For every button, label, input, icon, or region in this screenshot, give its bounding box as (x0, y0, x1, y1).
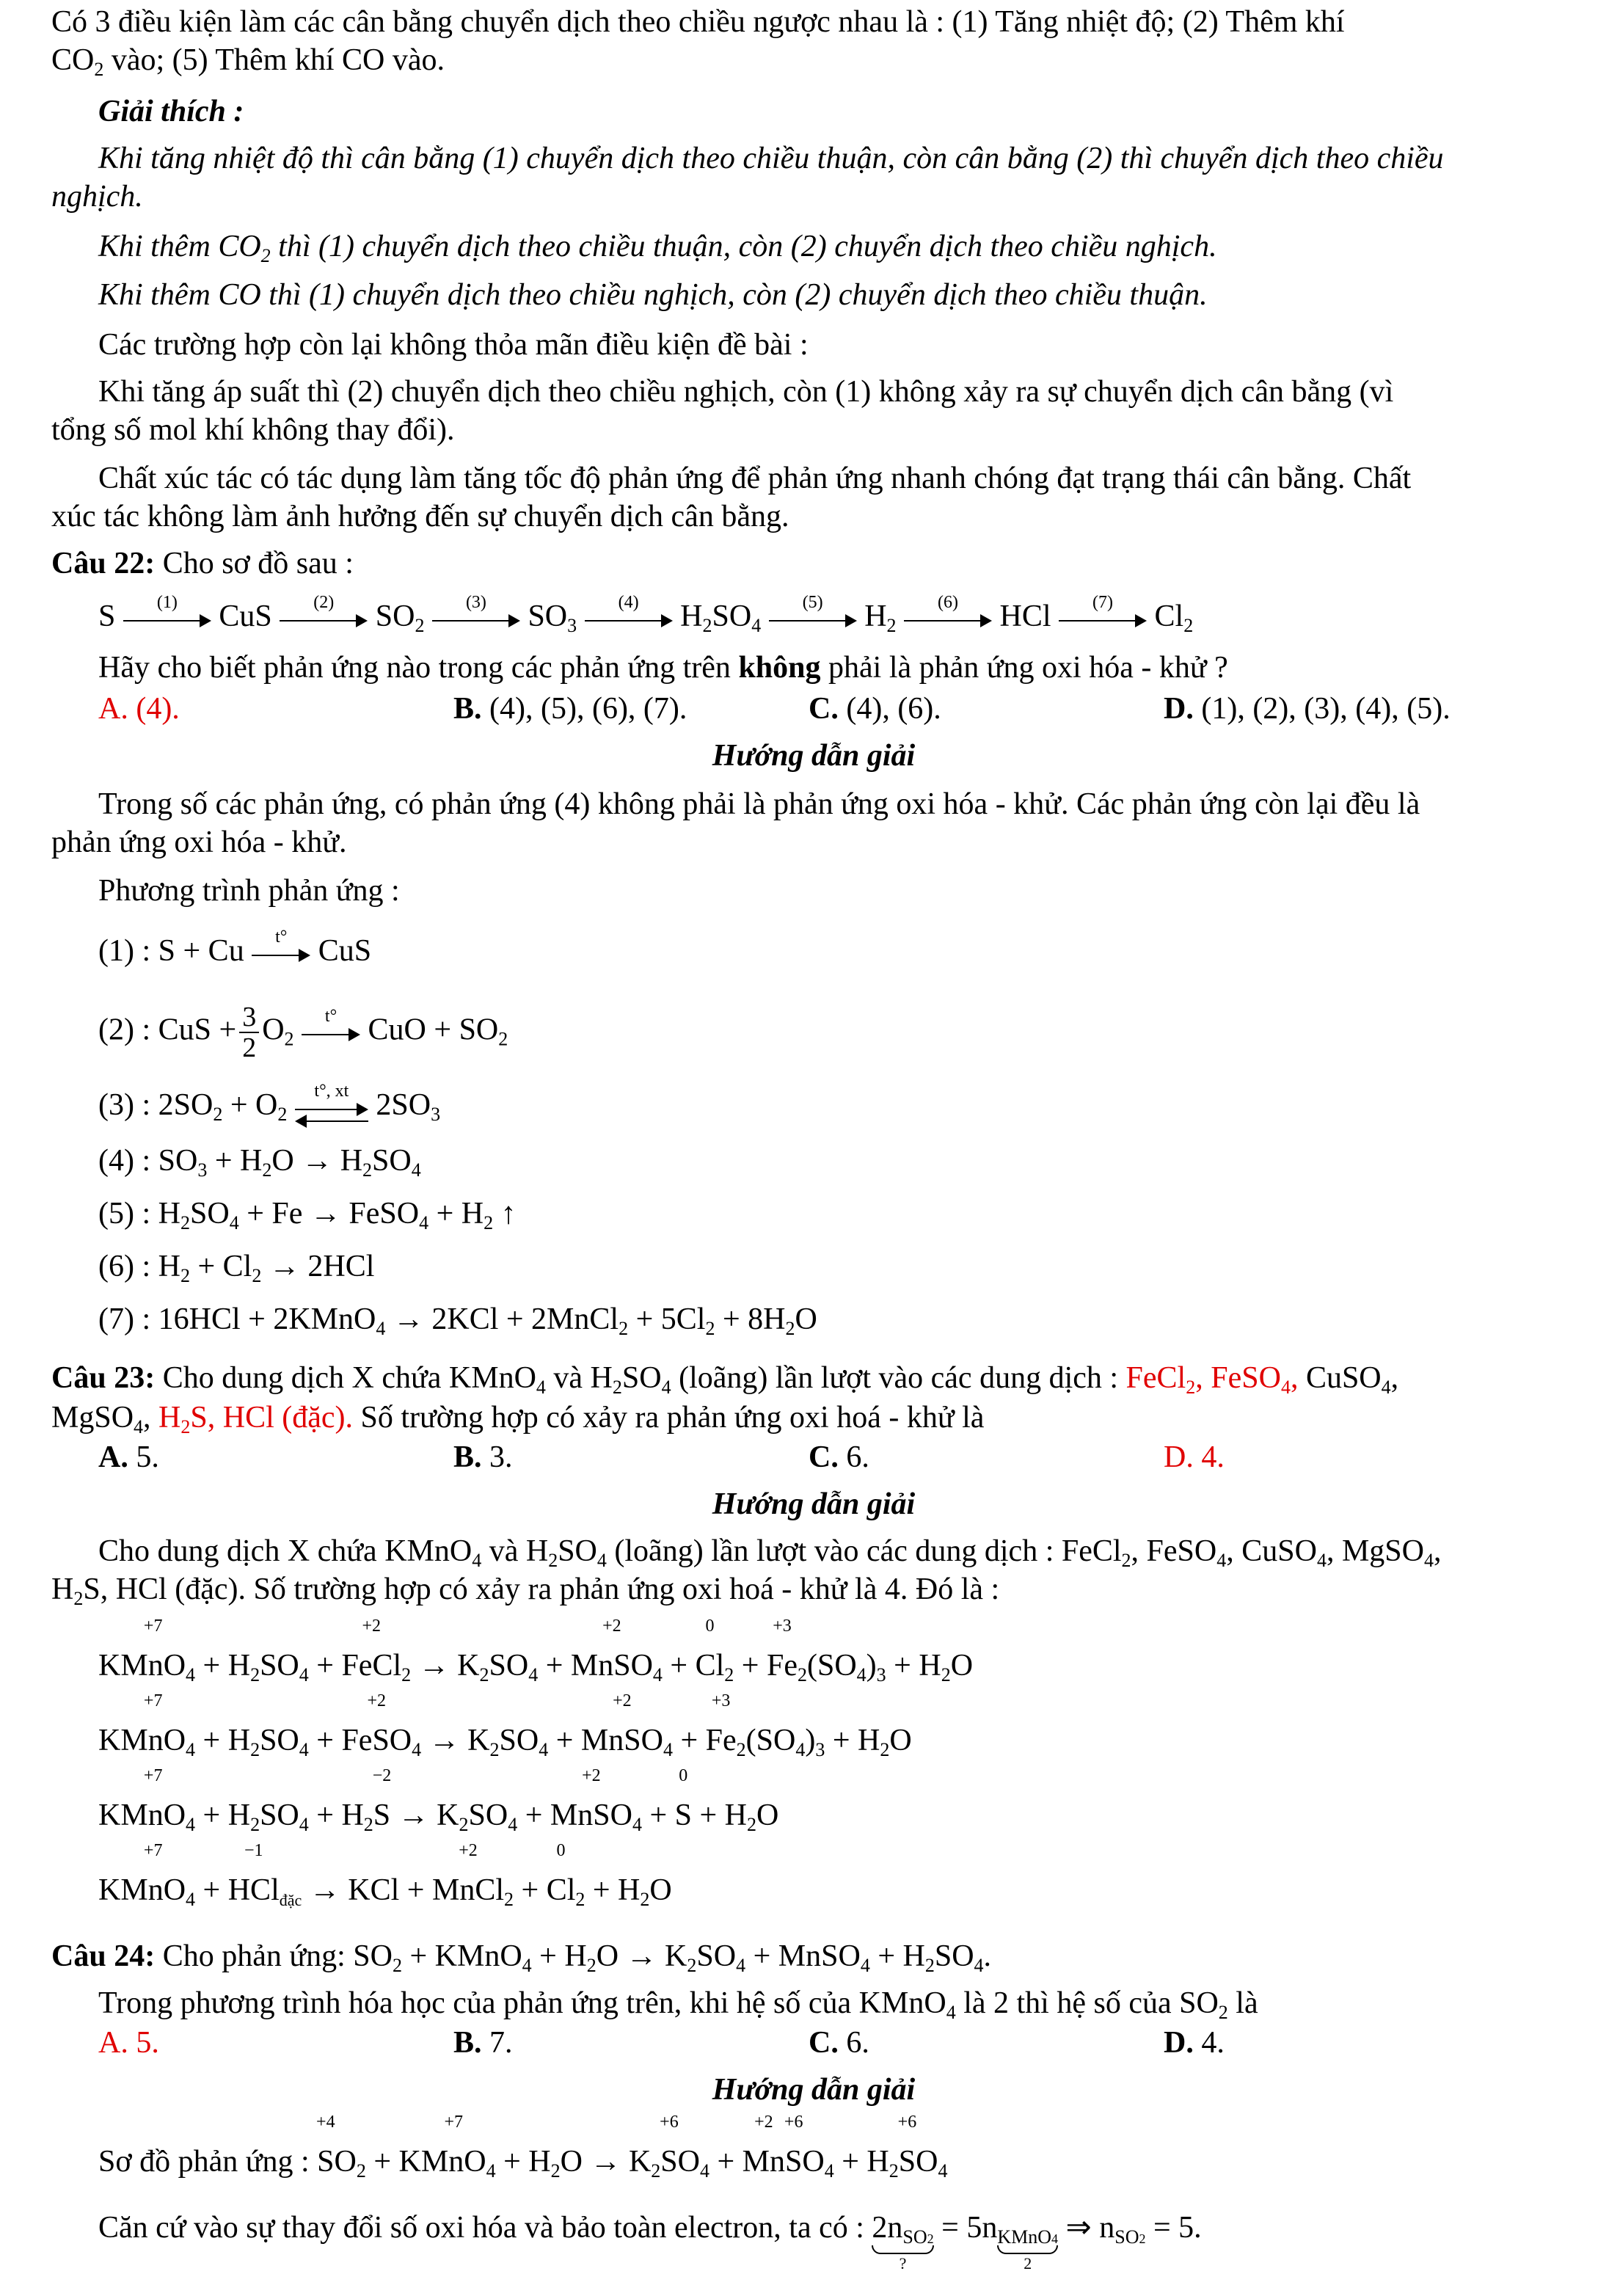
q23-eq-1: K +7 $MnO_4 + H_2SO_4$ + +2 FeCl$_2$ → $K_2SO_4$ + +2 MnSO$_4$ + 0 $Cl_2$ + +3 $Fe_2(SO_4)_3 + H_2O$ (98, 1617, 974, 1685)
explanation-1a: Khi tăng nhiệt độ thì cân bằng (1) chuyển dịch theo chiều thuận, còn cân bằng (2) thì chuyển dịch theo chiều (98, 142, 1444, 175)
q22-eq-6: (6) : $H_2 + Cl_2 \to 2HCl$ (98, 1250, 375, 1286)
q23-eq-4: K +7 MnO$_4$ + −1 HCl$_{đặc}$ → KCl + +2 MnCl$_2$ + 0 $Cl_2 + H_2O$ (98, 1841, 672, 1910)
q22-question: Hãy cho biết phản ứng nào trong các phản ứng trên không phải là phản ứng oxi hóa - khử ? (98, 651, 1228, 685)
q22-eq-2: (2) : CuS + $\frac{3}{2}$ $O_2$ t° CuO + $SO_2$ (98, 1002, 508, 1063)
q23-solution-2: $H_2S$, HCl (đặc). Số trường hợp có xảy ra phản ứng oxi hoá - khử là 4. Đó là : (51, 1572, 1000, 1609)
q24-option-d: D. 4. (1164, 2026, 1225, 2060)
q22-eq-7: (7) : 16HCl + 2KMnO$_4$ → 2KCl + 2MnCl$_2$ + $5Cl_2 + 8H_2O$ (98, 1302, 817, 1339)
q23-eq-2: K +7 $MnO_4 + H_2SO_4$ + +2 FeSO$_4$ → $K_2SO_4$ + +2 MnSO$_4$ + +3 $Fe_2(SO_4)_3 + H_2O$ (98, 1691, 912, 1760)
arrow-icon: (7) (1059, 604, 1147, 633)
intro-line-1: Có 3 điều kiện làm các cân bằng chuyển dịch theo chiều ngược nhau là : (1) Tăng nhiệt độ; (2) Thêm khí (51, 5, 1345, 39)
q23-solution-1: Cho dung dịch X chứa KMnO$_4$ và $H_2SO_4$ (loãng) lần lượt vào các dung dịch : FeCl$_2$, FeSO$_4$, CuSO$_4$, MgSO$_4$, (98, 1534, 1442, 1571)
q22-eq-5: (5) : $H_2SO_4 + Fe$ → FeSO$_4$ + $H_2$ ↑ (98, 1197, 517, 1233)
q22-solution-1a: Trong số các phản ứng, có phản ứng (4) không phải là phản ứng oxi hóa - khử. Các phản ứng còn lại đều là (98, 787, 1420, 821)
q22-option-d: D. (1), (2), (3), (4), (5). (1164, 692, 1451, 726)
catalyst-a: Chất xúc tác có tác dụng làm tăng tốc độ phản ứng để phản ứng nhanh chóng đạt trạng thái cân bằng. Chất (98, 462, 1412, 495)
q23-solution-heading: Hướng dẫn giải (712, 1487, 916, 1521)
remaining-cases: Các trường hợp còn lại không thỏa mãn điều kiện đề bài : (98, 328, 809, 362)
q23-option-a: A. 5. (98, 1440, 159, 1474)
q22-option-a: A. (4). (98, 692, 180, 726)
q24-option-b: B. 7. (453, 2026, 513, 2060)
arrow-icon: (4) (585, 604, 673, 633)
equilibrium-arrow-icon: t°, xt (295, 1093, 368, 1122)
explanation-1b: nghịch. (51, 180, 143, 214)
q24-electron-balance: Căn cứ vào sự thay đổi số oxi hóa và bảo toàn electron, ta có : $2n_{SO2}$ ? = $5n_{KMnO4}$ 2 ⇒ $n_{SO2} = 5$. (98, 2211, 1202, 2273)
q22-eq-1: (1) : S + Cu t° CuS (98, 927, 372, 968)
arrow-icon: (6) (904, 604, 992, 633)
explanation-2: Khi thêm $CO_2$ thì (1) chuyển dịch theo chiều thuận, còn (2) chuyển dịch theo chiều nghịch. (98, 230, 1217, 266)
q24-question: Trong phương trình hóa học của phản ứng trên, khi hệ số của KMnO$_4$ là 2 thì hệ số của $SO_2$ là (98, 1986, 1258, 2023)
q24-reaction-scheme: Sơ đồ phản ứng : +4 $SO_2 + K$ +7 $MnO_4 + H_2O \to K_2$ +6 $SO_4$ + +2 Mn +6 $SO_4 + H_2$ +6 $SO_4$ (98, 2113, 948, 2182)
q23-option-c: C. 6. (809, 1440, 869, 1474)
q22-option-b: B. (4), (5), (6), (7). (453, 692, 687, 726)
q24-solution-heading: Hướng dẫn giải (712, 2073, 916, 2107)
q22-title: Câu 22: Cho sơ đồ sau : (51, 547, 354, 580)
q22-solution-1b: phản ứng oxi hóa - khử. (51, 826, 347, 859)
arrow-icon: (5) (769, 604, 857, 633)
q22-eq-3: (3) : $2SO_2 + O_2$ t°, xt $2SO_3$ (98, 1086, 440, 1124)
q24-title: Câu 24: Cho phản ứng: $SO_2$ + KMnO$_4$ + $H_2O \to K_2SO_4$ + MnSO$_4$ + $H_2SO_4$. (51, 1939, 992, 1976)
catalyst-b: xúc tác không làm ảnh hưởng đến sự chuyển dịch cân bằng. (51, 500, 789, 533)
q23-title: Câu 23: Cho dung dịch X chứa KMnO$_4$ và $H_2SO_4$ (loãng) lần lượt vào các dung dịch : FeCl$_2$, FeSO$_4$, CuSO$_4$, (51, 1361, 1399, 1398)
q23-option-d: D. 4. (1164, 1440, 1225, 1474)
q23-title-2: MgSO$_4$, $H_2S$, HCl (đặc). Số trường hợp có xảy ra phản ứng oxi hoá - khử là (51, 1401, 985, 1437)
q22-solution-heading: Hướng dẫn giải (712, 739, 916, 773)
q24-option-c: C. 6. (809, 2026, 869, 2060)
intro-line-2: $CO_2$ vào; (5) Thêm khí CO vào. (51, 43, 445, 80)
pressure-b: tổng số mol khí không thay đổi). (51, 413, 455, 447)
arrow-icon: t° (302, 1018, 360, 1047)
q24-option-a: A. 5. (98, 2026, 159, 2060)
q22-solution-2: Phương trình phản ứng : (98, 874, 400, 908)
q22-eq-4: (4) : $SO_3 + H_2O \to H_2SO_4$ (98, 1144, 421, 1181)
q23-eq-3: K +7 $MnO_4 + H_2SO_4 + H_2$ −2 $S \to K_2SO_4$ + +2 MnSO$_4$ + 0 $S + H_2O$ (98, 1766, 779, 1835)
arrow-icon: (1) (123, 604, 211, 633)
explanation-heading: Giải thích : (98, 95, 244, 128)
arrow-icon: (2) (280, 604, 368, 633)
q23-option-b: B. 3. (453, 1440, 513, 1474)
q22-chain: S (1) CuS (2) $SO_2$ (3) $SO_3$ (4) $H_2SO_4$ (5) $H_2$ (6) HCl (7) $Cl_2$ (98, 593, 1194, 636)
q22-option-c: C. (4), (6). (809, 692, 941, 726)
explanation-3: Khi thêm CO thì (1) chuyển dịch theo chiều nghịch, còn (2) chuyển dịch theo chiều thuận. (98, 278, 1208, 312)
arrow-icon: t° (252, 939, 310, 968)
arrow-icon: (3) (432, 604, 520, 633)
pressure-a: Khi tăng áp suất thì (2) chuyển dịch theo chiều nghịch, còn (1) không xảy ra sự chuyển dịch cân bằng (vì (98, 375, 1394, 409)
